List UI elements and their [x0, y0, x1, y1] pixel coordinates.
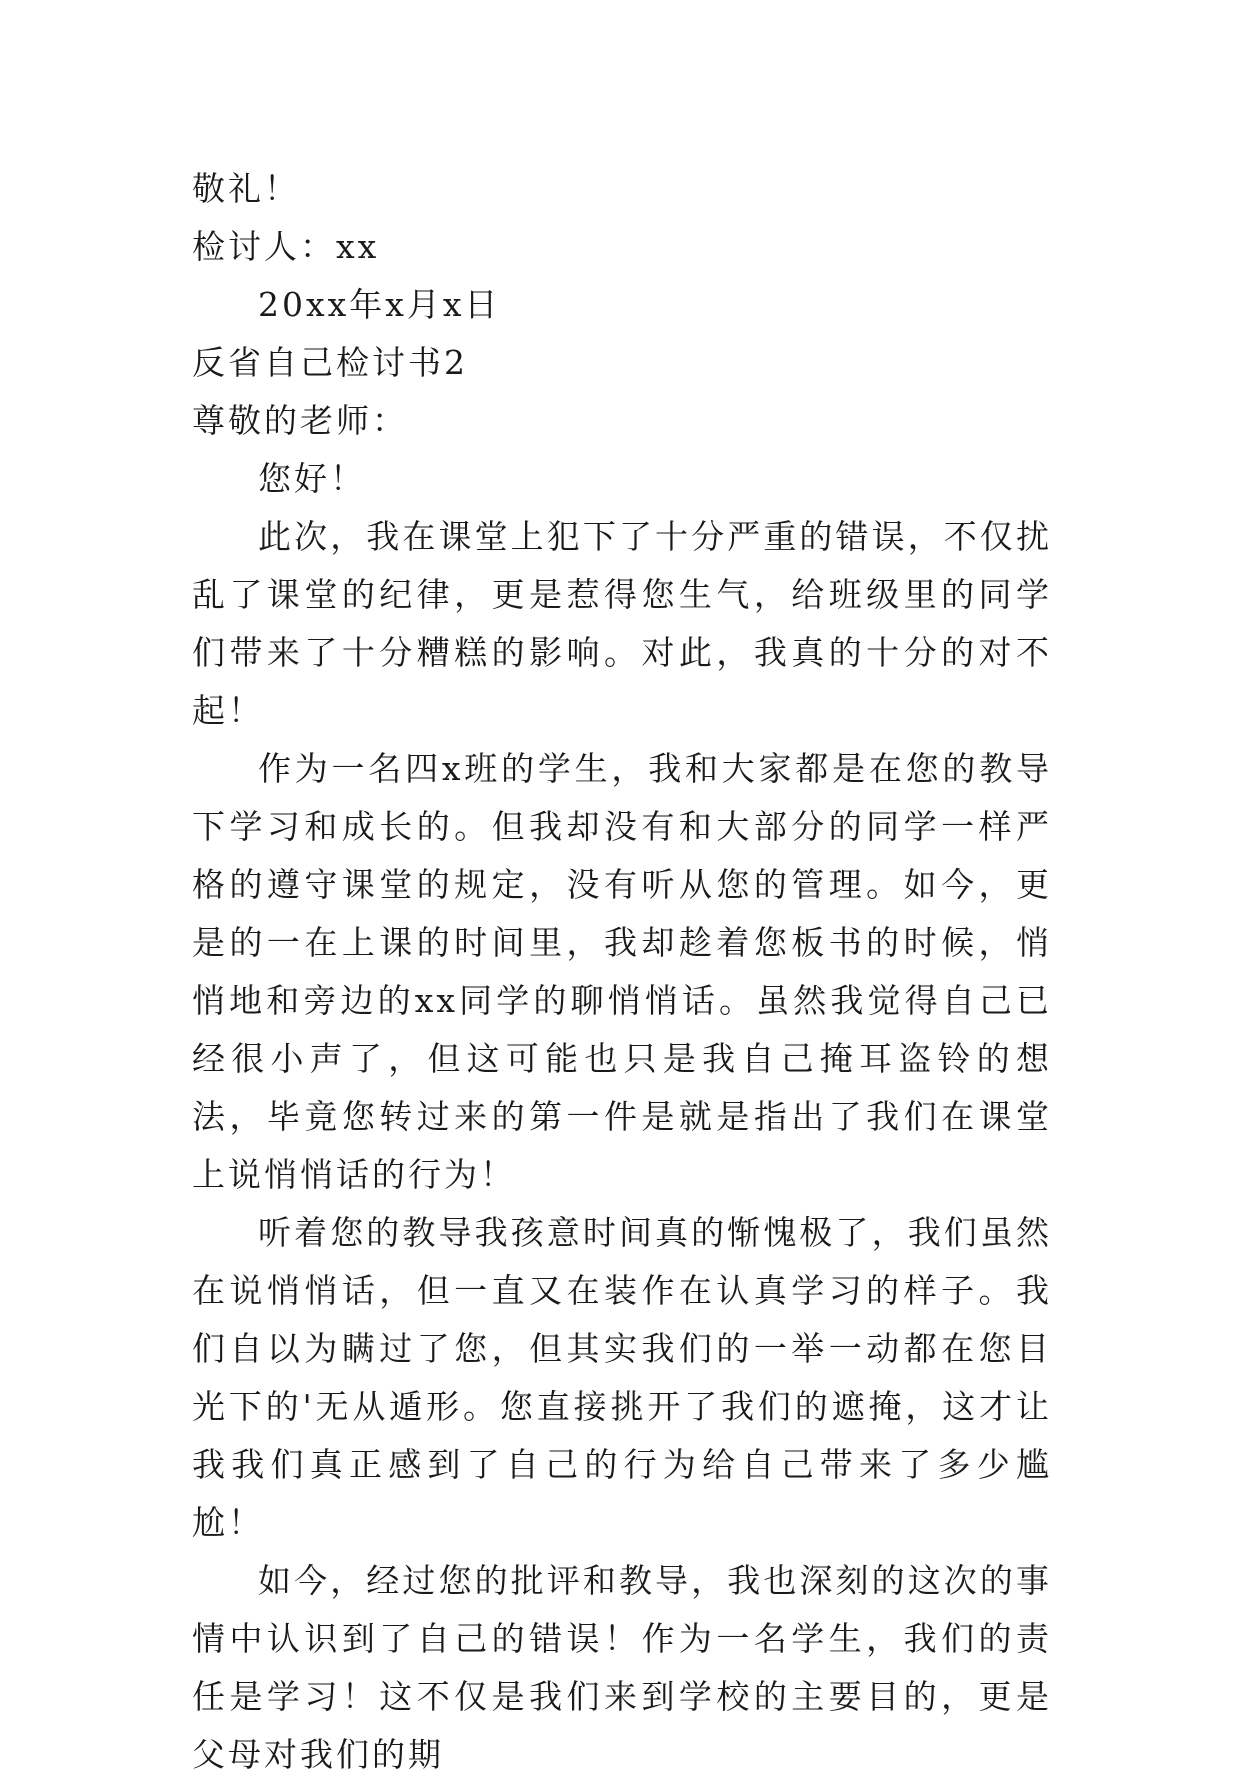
greeting-line: 您好！	[258, 459, 366, 498]
closing-line: 敬礼！	[192, 169, 300, 208]
document-body	[192, 160, 1052, 1784]
salutation-line: 尊敬的老师：	[192, 401, 408, 440]
paragraph-4: 如今，经过您的批评和教导，我也深刻的这次的事情中认识到了自己的错误！作为一名学生，我们的责任是学习！这不仅是我们来到学校的主要目的，更是父母对我们的期	[192, 1561, 1052, 1774]
signer-line: 检讨人：xx	[192, 227, 380, 266]
paragraph-3: 听着您的教导我孩意时间真的惭愧极了，我们虽然在说悄悄话，但一直又在装作在认真学习的样子。我们自以为瞒过了您，但其实我们的一举一动都在您目光下的'无从遁形。您直接挑开了我们的遮掩，这才让我我们真正感到了自己的行为给自己带来了多少尴尬！	[192, 1213, 1052, 1542]
document-title: 反省自己检讨书2	[192, 343, 468, 382]
date-line: 20xx年x月x日	[258, 285, 501, 324]
paragraph-1: 此次，我在课堂上犯下了十分严重的错误，不仅扰乱了课堂的纪律，更是惹得您生气，给班级里的同学们带来了十分糟糕的影响。对此，我真的十分的对不起！	[192, 517, 1052, 730]
paragraph-2: 作为一名四x班的学生，我和大家都是在您的教导下学习和成长的。但我却没有和大部分的同学一样严格的遵守课堂的规定，没有听从您的管理。如今，更是的一在上课的时间里，我却趁着您板书的时候，悄悄地和旁边的xx同学的聊悄悄话。虽然我觉得自己已经很小声了，但这可能也只是我自己掩耳盗铃的想法，毕竟您转过来的第一件是就是指出了我们在课堂上说悄悄话的行为！	[192, 749, 1052, 1194]
